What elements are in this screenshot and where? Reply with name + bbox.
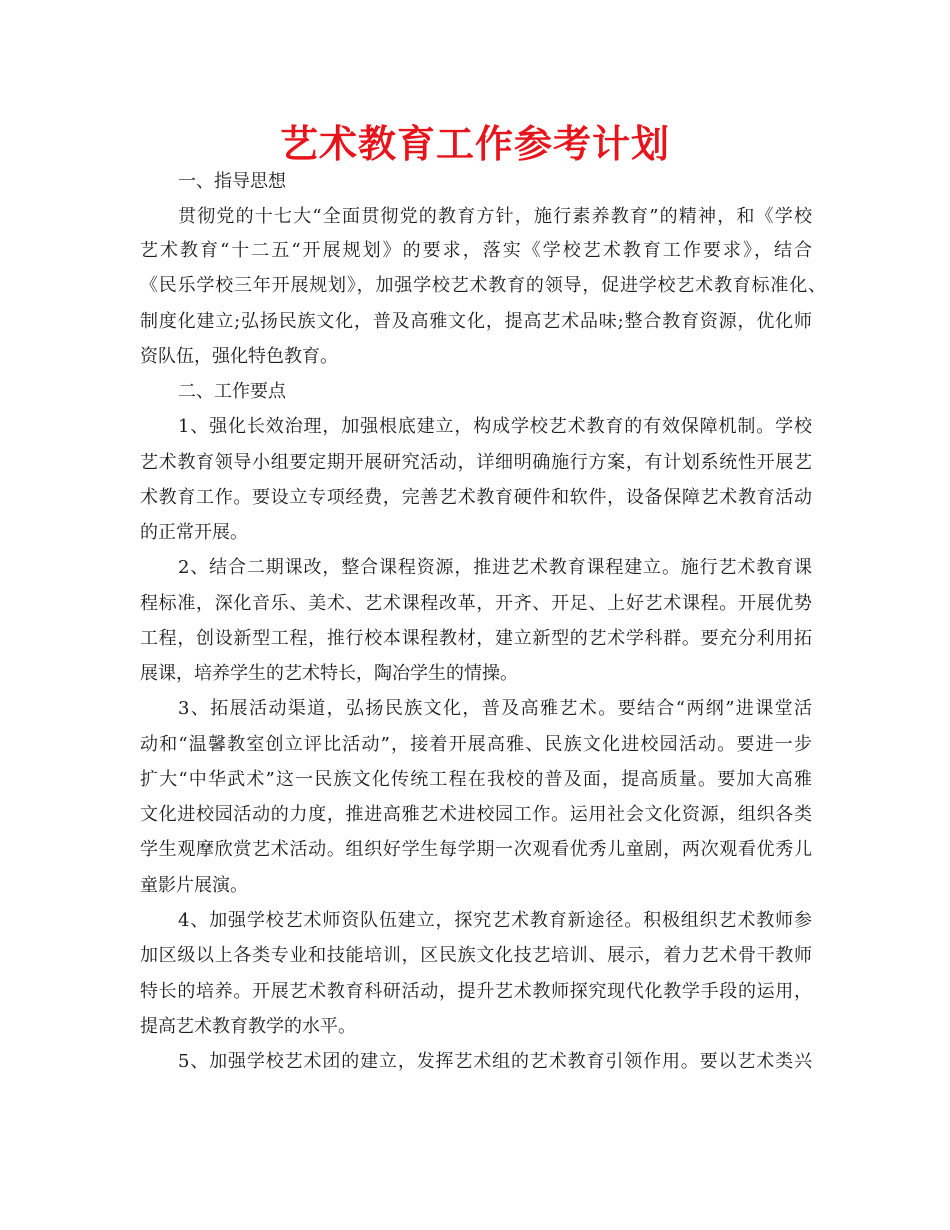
heading-guiding-ideology: 一、指导思想 [178,171,286,192]
paragraph-line: 学生观摩欣赏艺术活动。组织好学生每学期一次观看优秀儿童剧，两次观看优秀儿 [140,839,812,860]
paragraph-line: 童影片展演。 [140,875,248,896]
document-title: 艺术教育工作参考计划 [279,121,670,166]
paragraph-line: 展课，培养学生的艺术特长，陶冶学生的情操。 [140,663,518,684]
paragraph-line: 程标准，深化音乐、美术、艺术课程改革，开齐、开足、上好艺术课程。开展优势 [140,593,812,614]
paragraph-line: 4、加强学校艺术师资队伍建立，探究艺术教育新途径。积极组织艺术教师参 [178,910,812,931]
paragraph-line: 提高艺术教育教学的水平。 [140,1016,356,1037]
paragraph-line: 扩大“中华武术”这一民族文化传统工程在我校的普及面，提高质量。要加大高雅 [140,769,812,790]
paragraph-line: 3、拓展活动渠道，弘扬民族文化，普及高雅艺术。要结合“两纲”进课堂活 [178,698,812,719]
paragraph-line: 特长的培养。开展艺术教育科研活动，提升艺术教师探究现代化教学手段的运用， [140,981,812,1002]
paragraph-line: 文化进校园活动的力度，推进高雅艺术进校园工作。运用社会文化资源，组织各类 [140,804,812,825]
paragraph-line: 5、加强学校艺术团的建立，发挥艺术组的艺术教育引领作用。要以艺术类兴 [178,1051,812,1072]
paragraph-line: 工程，创设新型工程，推行校本课程教材，建立新型的艺术学科群。要充分利用拓 [140,628,812,649]
paragraph-line: 艺术教育领导小组要定期开展研究活动，详细明确施行方案，有计划系统性开展艺 [140,452,812,473]
paragraph-line: 的正常开展。 [140,522,248,543]
paragraph-line: 加区级以上各类专业和技能培训，区民族文化技艺培训、展示，着力艺术骨干教师 [140,945,812,966]
heading-work-points: 二、工作要点 [178,381,286,402]
paragraph-line: 动和“温馨教室创立评比活动”，接着开展高雅、民族文化进校园活动。要进一步 [140,734,812,755]
paragraph-line: 1、强化长效治理，加强根底建立，构成学校艺术教育的有效保障机制。学校 [178,416,812,437]
paragraph-line: 资队伍，强化特色教育。 [140,346,338,367]
paragraph-line: 制度化建立;弘扬民族文化，普及高雅文化，提高艺术品味;整合教育资源，优化师 [140,311,812,332]
paragraph-line: 艺术教育“十二五“开展规划》的要求，落实《学校艺术教育工作要求》，结合 [140,240,812,261]
paragraph-line: 术教育工作。要设立专项经费，完善艺术教育硬件和软件，设备保障艺术教育活动 [140,487,812,508]
paragraph-line: 2、结合二期课改，整合课程资源，推进艺术教育课程建立。施行艺术教育课 [178,557,812,578]
paragraph-line: 贯彻党的十七大“全面贯彻党的教育方针，施行素养教育”的精神，和《学校 [178,206,812,227]
paragraph-line: 《民乐学校三年开展规划》，加强学校艺术教育的领导，促进学校艺术教育标准化、 [140,275,826,296]
